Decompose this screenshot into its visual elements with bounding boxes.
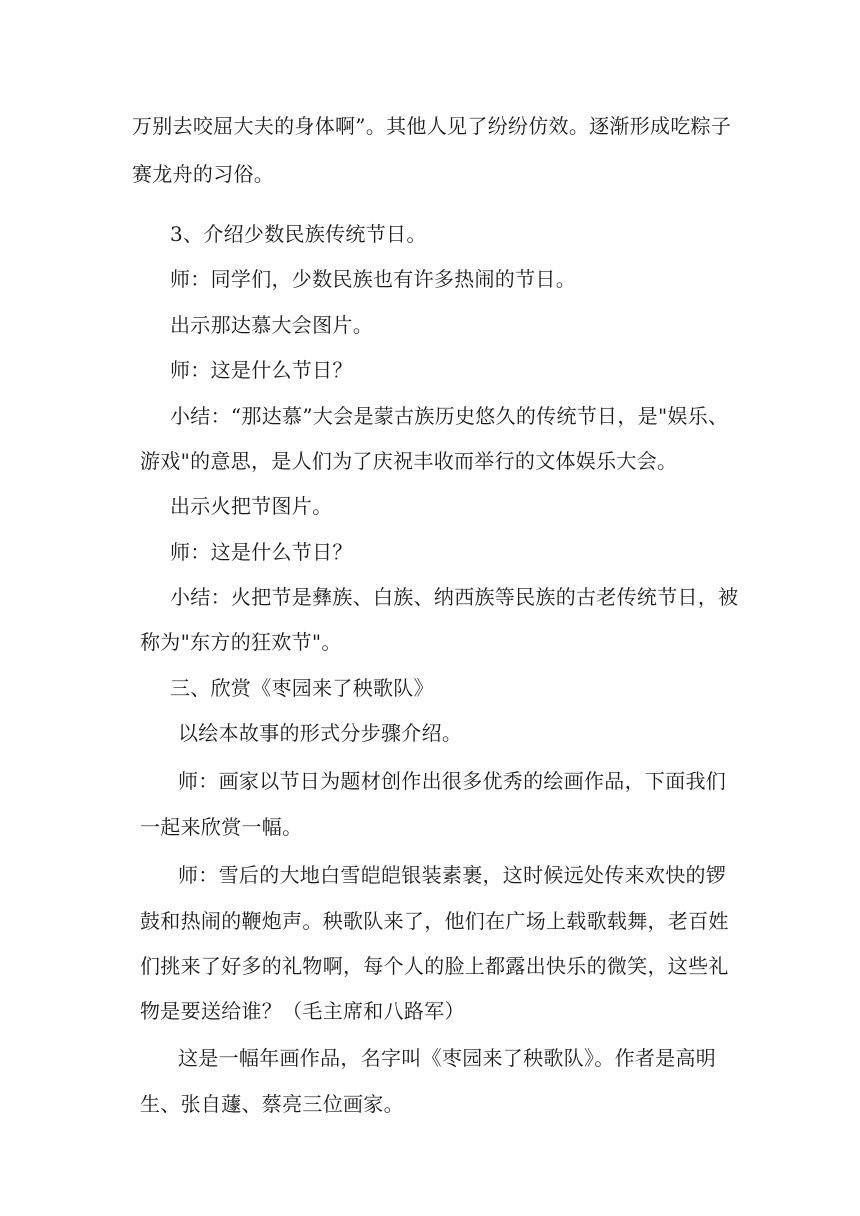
text-line: 万别去咬屈大夫的身体啊”。其他人见了纷纷仿效。逐渐形成吃粽子 xyxy=(132,114,732,138)
text-line: 师：画家以节日为题材创作出很多优秀的绘画作品，下面我们 xyxy=(178,769,727,793)
text-line: 一起来欣赏一幅。 xyxy=(140,815,303,839)
text-line: 物是要送给谁？（毛主席和八路军） xyxy=(140,999,465,1023)
text-line: 小结：“那达慕”大会是蒙古族历史悠久的传统节日，是"娱乐、 xyxy=(170,404,729,428)
text-line: 出示火把节图片。 xyxy=(170,494,333,518)
text-line: 师：这是什么节日？ xyxy=(170,540,353,564)
text-line: 游戏"的意思，是人们为了庆祝丰收而举行的文体娱乐大会。 xyxy=(140,449,678,473)
section-heading: 3、介绍少数民族传统节日。 xyxy=(170,222,427,246)
text-line: 称为"东方的狂欢节"。 xyxy=(140,630,342,654)
text-line: 出示那达慕大会图片。 xyxy=(170,313,373,337)
text-line: 赛龙舟的习俗。 xyxy=(132,162,275,186)
text-line: 小结：火把节是彝族、白族、纳西族等民族的古老传统节日，被 xyxy=(170,585,739,609)
text-line: 们挑来了好多的礼物啊，每个人的脸上都露出快乐的微笑，这些礼 xyxy=(140,954,729,978)
text-line: 以绘本故事的形式分步骤介绍。 xyxy=(178,721,463,745)
text-line: 鼓和热闹的鞭炮声。秧歌队来了，他们在广场上载歌载舞，老百姓 xyxy=(140,909,729,933)
text-line: 师：这是什么节日？ xyxy=(170,358,353,382)
text-line: 生、张自蘧、蔡亮三位画家。 xyxy=(140,1092,404,1116)
section-heading: 三、欣赏《枣园来了秧歌队》 xyxy=(170,676,434,700)
text-line: 这是一幅年画作品，名字叫《枣园来了秧歌队》。作者是高明 xyxy=(178,1046,717,1070)
text-line: 师：雪后的大地白雪皑皑银装素裹，这时候远处传来欢快的锣 xyxy=(178,863,727,887)
text-line: 师：同学们，少数民族也有许多热闹的节日。 xyxy=(170,267,576,291)
